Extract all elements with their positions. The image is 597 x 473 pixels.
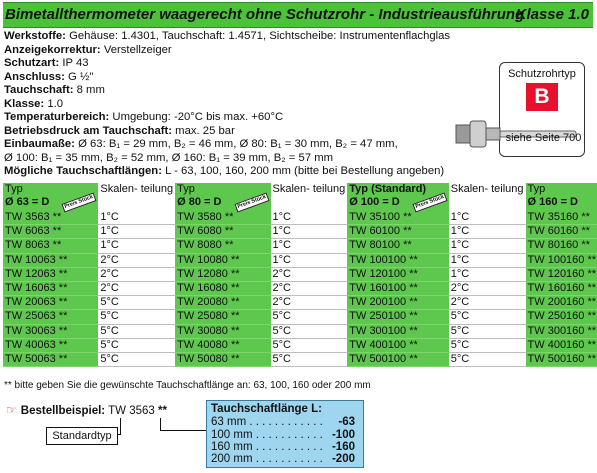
- header-d160-label: Ø 160 = D: [527, 196, 578, 208]
- table-row: [3, 281, 597, 295]
- table-body: [3, 211, 597, 367]
- spec-label: Tauchschaft:: [4, 84, 74, 96]
- class-label: Klasse 1.0: [515, 6, 589, 23]
- spec-value: Verstellzeiger: [100, 43, 172, 56]
- table-row: [3, 296, 597, 310]
- scale-cell: 1°C: [271, 211, 348, 225]
- scale-cell: 2°C: [98, 267, 175, 281]
- spec-label: Temperaturbereich:: [4, 111, 110, 123]
- type-cell: TW 10063 **: [3, 253, 98, 267]
- scale-cell: 5°C: [449, 324, 526, 338]
- header-teilung: teilung: [140, 183, 174, 195]
- type-cell: TW 30063 **: [3, 324, 98, 338]
- header-typ-label: Typ: [177, 183, 195, 195]
- type-cell: TW 6063 **: [3, 225, 98, 239]
- type-cell: TW 6080 **: [175, 225, 270, 239]
- scale-cell: 1°C: [271, 239, 348, 253]
- header-d80: [175, 183, 270, 211]
- spec-value: Gehäuse: 1.4301, Tauchschaft: 1.4571, Sichtscheibe: Instrumentenflachglas: [65, 30, 451, 42]
- table-row: [3, 324, 597, 338]
- schutzrohr-title: Schutzrohrtyp: [508, 68, 576, 80]
- scale-cell: 5°C: [98, 324, 175, 338]
- length-options-box: [206, 400, 364, 468]
- scale-cell: 5°C: [98, 310, 175, 324]
- header-skalen-1: [98, 183, 175, 211]
- spec-label: Anzeigekorrektur:: [4, 43, 101, 56]
- scale-cell: 1°C: [449, 239, 526, 253]
- header-d80-label: Ø 80 = D: [177, 196, 222, 208]
- type-cell: TW 40063 **: [3, 338, 98, 352]
- scale-cell: 5°C: [98, 338, 175, 352]
- type-cell: TW 60100 **: [347, 225, 448, 239]
- type-cell: TW 3580 **: [175, 211, 270, 225]
- type-cell: TW 80100 **: [347, 239, 448, 253]
- type-cell: TW 35100 **: [347, 211, 448, 225]
- header-typ-label: Typ: [527, 183, 546, 195]
- header-skalen-2: [271, 183, 348, 211]
- spec-anzeige: [4, 44, 504, 58]
- scale-cell: 5°C: [271, 324, 348, 338]
- scale-cell: 1°C: [271, 253, 348, 267]
- spec-label: Mögliche Tauchschaftlängen:: [4, 165, 162, 177]
- type-cell: TW 50080 **: [175, 352, 270, 366]
- type-cell: TW 10080 **: [175, 253, 270, 267]
- type-cell: TW 50063 **: [3, 352, 98, 366]
- title-bar: [3, 2, 593, 28]
- pointing-hand-icon: ☞: [6, 403, 17, 417]
- price-stamp-icon: Preis Stück: [412, 192, 447, 212]
- header-skalen-3: [449, 183, 526, 211]
- order-example: [6, 403, 167, 417]
- connector-line: [160, 430, 206, 431]
- table-row: [3, 310, 597, 324]
- header-skalen: Skalen-: [100, 183, 138, 195]
- header-skalen: Skalen-: [450, 183, 489, 195]
- table-row: [3, 267, 597, 281]
- type-cell: TW 40080 **: [175, 338, 270, 352]
- type-cell: TW 20063 **: [3, 296, 98, 310]
- type-cell: TW 400100 **: [347, 338, 448, 352]
- spec-value: Umgebung: -20°C bis max. +60°C: [109, 111, 284, 123]
- scale-cell: 2°C: [271, 281, 348, 295]
- type-cell: TW 8063 **: [3, 239, 98, 253]
- type-cell: TW 300100 **: [347, 324, 448, 338]
- order-value: TW 3563: [108, 405, 155, 417]
- table-row: [3, 239, 597, 253]
- type-cell: TW 120160 **: [527, 267, 597, 280]
- table-row: [3, 225, 597, 239]
- table-row: [3, 338, 597, 352]
- spec-value: 8 mm: [73, 84, 105, 96]
- scale-cell: 2°C: [271, 296, 348, 310]
- spec-value: IP 43: [59, 57, 89, 69]
- table-row: [3, 352, 597, 366]
- header-skalen: Skalen-: [272, 183, 310, 195]
- type-cell: TW 8080 **: [175, 239, 270, 253]
- scale-cell: 5°C: [271, 352, 348, 366]
- order-label: Bestellbeispiel:: [20, 405, 106, 417]
- type-cell: TW 400160 **: [527, 338, 597, 351]
- type-cell: TW 200100 **: [347, 296, 448, 310]
- scale-cell: 5°C: [271, 310, 348, 324]
- length-code: -200: [331, 453, 355, 465]
- header-typ-standard: Typ (Standard): [349, 183, 427, 195]
- price-stamp-icon: Preis Stück: [234, 192, 269, 212]
- schutzrohr-letter: B: [526, 83, 558, 111]
- standard-type-label: Standardtyp: [46, 427, 118, 445]
- spec-einbau: [4, 138, 504, 152]
- type-cell: TW 500160 **: [527, 352, 597, 365]
- schutzrohr-box: [499, 62, 585, 157]
- type-cell: TW 3563 **: [3, 211, 98, 225]
- scale-cell: 1°C: [449, 253, 526, 267]
- scale-cell: 5°C: [449, 310, 526, 324]
- scale-cell: 1°C: [449, 225, 526, 239]
- spec-value: 1.0: [44, 97, 64, 110]
- type-cell: TW 160100 **: [347, 281, 448, 295]
- scale-cell: 2°C: [271, 267, 348, 281]
- type-cell: TW 250100 **: [347, 310, 448, 324]
- spec-value: G ½": [64, 70, 94, 83]
- type-cell: TW 500100 **: [347, 352, 448, 366]
- spec-value: Ø 100: B₁ = 35 mm, B₂ = 52 mm, Ø 160: B₁ = 39 mm, B₂ = 57 mm: [4, 151, 334, 164]
- spec-temperatur: [4, 111, 504, 125]
- header-d100-label: Ø 100 = D: [349, 196, 400, 208]
- spec-label: Betriebsdruck am Tauchschaft:: [4, 124, 173, 137]
- scale-cell: 1°C: [271, 225, 348, 239]
- scale-cell: 2°C: [98, 253, 175, 267]
- header-teilung: teilung: [491, 183, 524, 195]
- spec-value: L - 63, 100, 160, 200 mm (bitte bei Bestellung angeben): [161, 165, 445, 177]
- scale-cell: 5°C: [449, 338, 526, 352]
- spec-tauchschaft: [4, 84, 504, 98]
- scale-cell: 5°C: [449, 352, 526, 366]
- scale-cell: 1°C: [449, 211, 526, 225]
- spec-label: Klasse:: [4, 97, 45, 110]
- table-row: [3, 253, 597, 267]
- spec-anschluss: [4, 71, 504, 85]
- spec-label: Einbaumaße:: [4, 138, 75, 150]
- spec-label: Schutzart:: [4, 57, 60, 69]
- header-d63-label: Ø 63 = D: [5, 196, 50, 208]
- scale-cell: 1°C: [98, 211, 175, 225]
- spec-einbau-2: [4, 152, 504, 166]
- spec-value: max. 25 bar: [172, 124, 235, 137]
- type-cell: TW 25063 **: [3, 310, 98, 324]
- spec-value: Ø 63: B₁ = 29 mm, B₂ = 46 mm, Ø 80: B₁ = 30 mm, B₂ = 47 mm,: [74, 138, 398, 150]
- header-typ-label: Typ: [5, 183, 23, 195]
- type-cell: TW 60160 **: [526, 225, 597, 239]
- type-cell: TW 25080 **: [175, 310, 270, 324]
- spec-druck: [4, 125, 504, 139]
- scale-cell: 5°C: [271, 338, 348, 352]
- type-cell: TW 12080 **: [175, 267, 270, 281]
- footnote: ** bitte geben Sie die gewünschte Tauchschaftlänge an: 63, 100, 160 oder 200 mm: [4, 380, 371, 391]
- order-stars: **: [158, 405, 167, 417]
- spec-laengen: [4, 165, 504, 179]
- connector-line: [160, 418, 161, 430]
- header-d160: [526, 183, 597, 211]
- scale-cell: 2°C: [449, 296, 526, 310]
- scale-cell: 5°C: [98, 352, 175, 366]
- type-cell: TW 20080 **: [175, 296, 270, 310]
- type-cell: TW 100100 **: [347, 253, 448, 267]
- scale-cell: 2°C: [449, 281, 526, 295]
- type-cell: TW 250160 **: [527, 310, 597, 323]
- price-stamp-icon: Preis Stück: [62, 192, 97, 212]
- spec-schutzart: [4, 57, 504, 71]
- type-cell: TW 30080 **: [175, 324, 270, 338]
- length-label: 100 mm . . . . . . . . . . .: [211, 429, 323, 441]
- length-label: 200 mm . . . . . . . . . . .: [211, 453, 323, 465]
- spec-werkstoffe: [4, 30, 504, 44]
- spec-label: Werkstoffe:: [4, 30, 66, 42]
- length-code: -63: [338, 416, 355, 428]
- scale-cell: 1°C: [98, 225, 175, 239]
- type-cell: TW 12063 **: [3, 267, 98, 281]
- header-d100: [347, 183, 448, 211]
- spec-klasse: [4, 98, 504, 112]
- type-cell: TW 80160 **: [526, 239, 597, 253]
- spec-list: [4, 30, 504, 179]
- type-cell: TW 200160 **: [527, 296, 597, 309]
- schutzrohr-link[interactable]: siehe Seite 700: [505, 132, 582, 144]
- length-title: Tauchschaftlänge L:: [211, 403, 322, 415]
- scale-cell: 5°C: [98, 296, 175, 310]
- type-cell: TW 16080 **: [175, 281, 270, 295]
- length-label: 160 mm . . . . . . . . . . .: [211, 441, 323, 453]
- type-cell: TW 120100 **: [347, 267, 448, 281]
- length-code: -160: [331, 441, 355, 453]
- scale-cell: 1°C: [449, 267, 526, 281]
- length-code: -100: [331, 429, 355, 441]
- spec-label: Anschluss:: [4, 70, 65, 83]
- type-cell: TW 35160 **: [526, 211, 597, 225]
- scale-cell: 2°C: [98, 281, 175, 295]
- product-table: [3, 183, 597, 367]
- length-label: 63 mm . . . . . . . . . . . .: [211, 416, 323, 428]
- connector-line: [120, 418, 121, 434]
- type-cell: TW 160160 **: [527, 282, 597, 295]
- table-row: [3, 211, 597, 225]
- type-cell: TW 100160 **: [527, 253, 597, 266]
- header-teilung: teilung: [312, 183, 346, 195]
- type-cell: TW 16063 **: [3, 281, 98, 295]
- header-d63: [3, 183, 98, 211]
- scale-cell: 1°C: [98, 239, 175, 253]
- page-title: Bimetallthermometer waagerecht ohne Schutzrohr - Industrieausführung: [5, 6, 525, 23]
- type-cell: TW 300160 **: [527, 324, 597, 337]
